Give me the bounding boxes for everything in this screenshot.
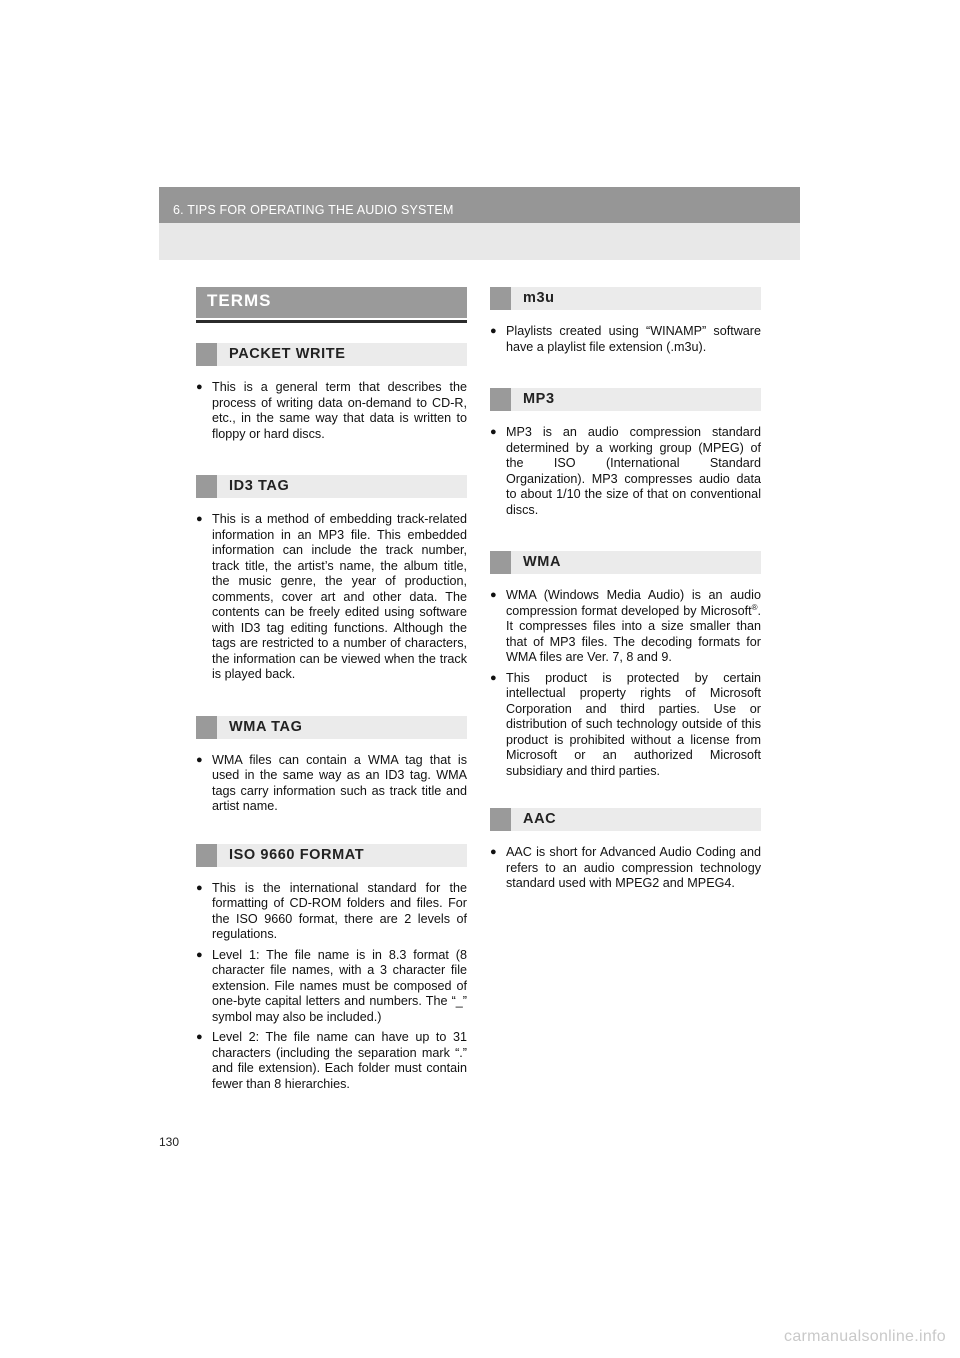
list-item: ● This product is protected by certain intellectual property rights of Microsoft Corporation and third parties. Use or distribution of such technology outside of this product is prohibited without a license from Microsoft or an authorized Microsoft subsidiary and third parties. (490, 671, 761, 780)
section-heading-aac (490, 808, 761, 831)
list-item (490, 588, 761, 666)
section-heading-label: WMA TAG (229, 718, 303, 735)
wma-text-before: WMA (Windows Media Audio) is an audio compression format developed by Microsoft (506, 588, 761, 618)
list-item: ● This is the international standard for the formatting of CD-ROM folders and files. For the ISO 9660 format, there are 2 levels of regulations. (196, 881, 467, 943)
bullet-list (490, 845, 761, 892)
heading-tab (196, 343, 217, 366)
header-band (159, 187, 800, 260)
section-heading-label: WMA (523, 554, 562, 570)
heading-tab (490, 388, 511, 411)
bullet-list (196, 881, 467, 1093)
section-heading-id3-tag (196, 475, 467, 498)
bullet-list (196, 380, 467, 442)
left-column (196, 287, 467, 1097)
right-column (490, 287, 761, 897)
list-item: ● This is a general term that describes the process of writing data on-demand to CD-R, etc., in the same way that data is written to floppy or hard discs. (196, 380, 467, 442)
section-heading-label: PACKET WRITE (229, 346, 346, 362)
list-item: ● Level 1: The file name is in 8.3 format (8 character file names, with a 3 character file extension. File names must be composed of one-byte capital letters and numbers. The “_” symbol may also be included.) (196, 948, 467, 1026)
section-heading-wma (490, 551, 761, 574)
section-title: 6. TIPS FOR OPERATING THE AUDIO SYSTEM (173, 203, 454, 217)
list-item: ● MP3 is an audio compression standard determined by a working group (MPEG) of the ISO (International Standard Organization). MP3 compresses audio data to about 1/10 the size of that on conventional discs. (490, 425, 761, 518)
list-item: ● WMA files can contain a WMA tag that is used in the same way as an ID3 tag. WMA tags carry information such as track title and artist name. (196, 753, 467, 815)
header-bar (159, 187, 800, 223)
heading-tab (490, 287, 511, 310)
section-heading-label: MP3 (523, 391, 555, 407)
section-heading-label: ISO 9660 FORMAT (229, 846, 365, 863)
bullet-list (490, 588, 761, 779)
heading-tab (196, 475, 217, 498)
section-heading-label: ID3 TAG (229, 478, 290, 494)
section-heading-packet-write (196, 343, 467, 366)
terms-heading-label: TERMS (207, 291, 272, 310)
bullet-list (490, 425, 761, 518)
section-heading-mp3 (490, 388, 761, 411)
section-heading-wma-tag (196, 716, 467, 739)
list-item: ● AAC is short for Advanced Audio Coding and refers to an audio compression technology standard used with MPEG2 and MPEG4. (490, 845, 761, 892)
terms-heading (196, 287, 467, 318)
section-heading-label: m3u (523, 290, 555, 306)
wma-text-after: . It compresses files into a size smaller than that of MP3 files. The decoding formats for WMA files are Ver. 7, 8 and 9. (506, 603, 761, 664)
list-item: ● Playlists created using “WINAMP” software have a playlist file extension (.m3u). (490, 324, 761, 355)
section-heading-iso-9660 (196, 844, 467, 867)
heading-tab (196, 844, 217, 867)
bullet-list (196, 753, 467, 815)
bullet-list (490, 324, 761, 355)
heading-tab (490, 551, 511, 574)
list-item: ● This is a method of embedding track-related information in an MP3 file. This embedded information can include the track number, track title, the artist’s name, the album title, the music genre, the year of production, comments, cover art and other data. The contents can be freely edited using software with ID3 tag editing functions. Although the tags are restricted to a number of characters, the information can be viewed when the track is played back. (196, 512, 467, 683)
page-number: 130 (159, 1135, 180, 1149)
bullet-list (196, 512, 467, 683)
list-item: ● Level 2: The file name can have up to 31 characters (including the separation mark “.” and file extension). Each folder must contain fewer than 8 hierarchies. (196, 1030, 467, 1092)
heading-tab (196, 716, 217, 739)
watermark[interactable]: carmanualsonline.info (784, 1328, 946, 1345)
heading-tab (490, 808, 511, 831)
terms-heading-rule (196, 320, 467, 323)
section-heading-m3u (490, 287, 761, 310)
section-heading-label: AAC (523, 811, 557, 827)
registered-mark: ® (751, 602, 758, 612)
